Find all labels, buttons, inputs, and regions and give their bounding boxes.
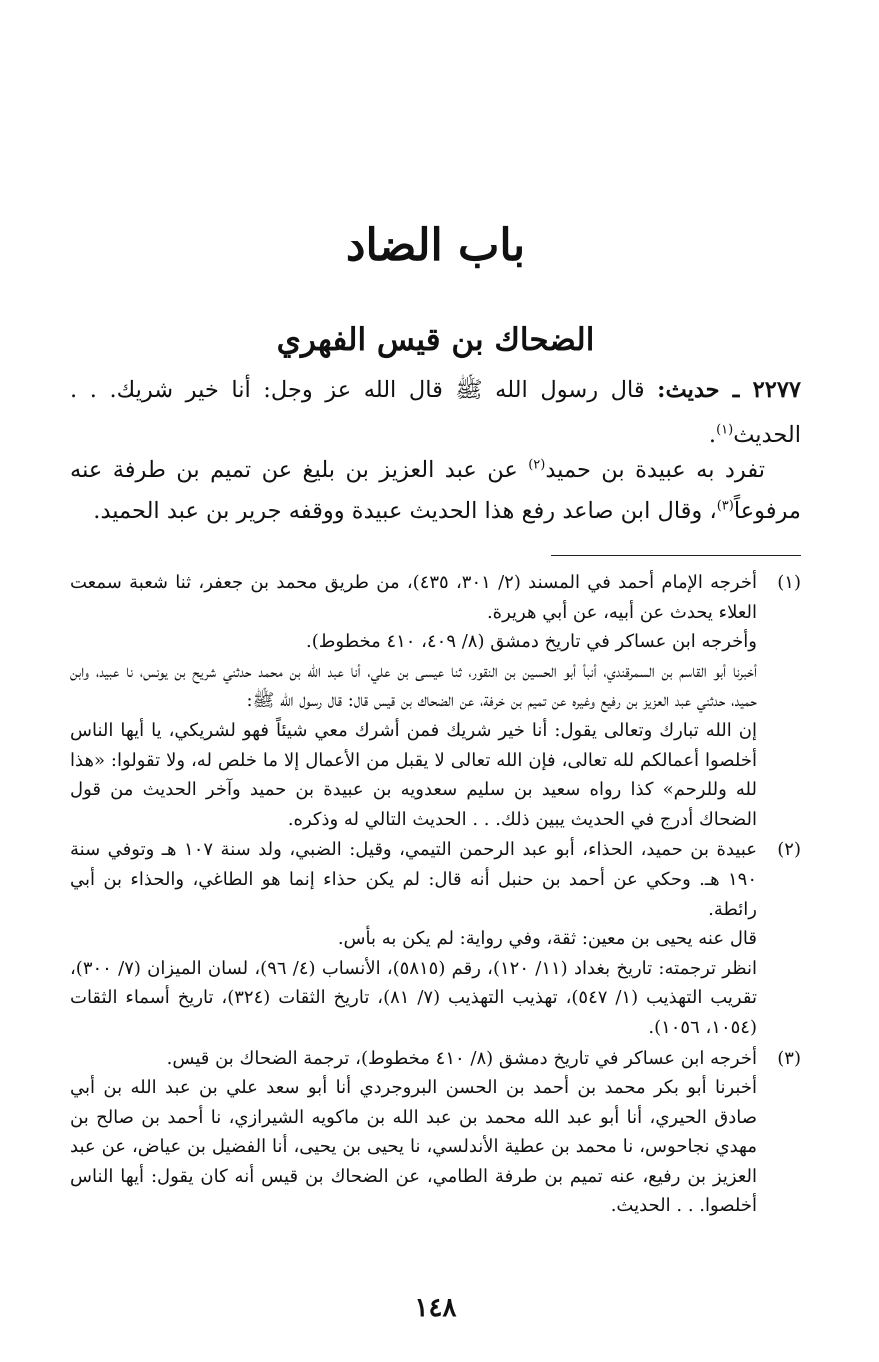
footnote-line: عبيدة بن حميد، الحذاء، أبو عبد الرحمن التيمي، وقيل: الضبي، ولد سنة ١٠٧ هـ وتوفي سنة ١٩٠ هـ. وحكي عن أحمد بن حنبل أنه قال: لم يكن حذاء إنما هو الطاغي، والحذاء بن أبي رائطة. [70, 839, 758, 920]
footnote-line: انظر ترجمته: تاريخ بغداد (١١/ ١٢٠)، رقم (٥٨١٥)، الأنساب (٤/ ٩٦)، لسان الميزان (٧/ ٣٠٠)، تقريب التهذيب (١/ ٥٤٧)، تهذيب التهذيب (٧/ ٨١)، تاريخ الثقات (٣٢٤)، تاريخ أسماء الثقات (١٠٥٤، ١٠٥٦). [70, 957, 758, 1038]
hadith-end: . [708, 422, 717, 448]
footnote-line: أخبرنا أبو بكر محمد بن أحمد بن الحسن البروجردي أنا أبو سعد علي بن عبد الله بن أبي صادق الحيري، أنا أبو عبد الله محمد بن عبد الله بن ماكويه الشيرازي، نا أحمد بن صالح بن مهدي نجاحوس، نا محمد بن عطية الأندلسي، نا يحيى بن يحيى، أنا الفضيل بن عياض، عن عبد العزيز بن رفيع، عنه تميم بن طرفة الطامي، عن الضحاك بن قيس أنه كان يقول: أيها الناس أخلصوا. . . الحديث. [70, 1077, 757, 1217]
footnote-divider [551, 555, 801, 556]
footnote-line: إن الله تبارك وتعالى يقول: أنا خير شريك فمن أشرك معي شيئاً فهو لشريكي، يا أيها الناس أخلصوا أعمالكم لله تعالى، فإن الله تعالى لا يقبل من الأعمال إلا ما خلص له، ولا تقولوا: «هذا لله وللرحم» كذا رواه سعيد بن سليم سعدويه بن عبيدة بن حميد وآخر الحديث من قول الضحاك أدرج في الحديث يبين ذلك. . . الحديث التالي له وذكره. [70, 719, 757, 830]
footnote-line: أخرجه ابن عساكر في تاريخ دمشق (٨/ ٤١٠ مخطوط)، ترجمة الضحاك بن قيس. [166, 1047, 757, 1069]
entry-title: الضحاك بن قيس الفهري [276, 322, 595, 358]
footnote-line: وأخرجه ابن عساكر في تاريخ دمشق (٨/ ٤٠٩، ٤١٠ مخطوط). [306, 631, 757, 653]
hadith-paragraph [70, 368, 801, 458]
commentary-part-2: عن عبد العزيز بن بليغ عن تميم بن طرفة عنه مرفوعاً [70, 457, 801, 524]
footnote-1 [70, 568, 801, 834]
footnote-ref[interactable]: (٢) [528, 457, 546, 473]
footnote-number: (١) [777, 572, 801, 593]
footnote-body [70, 835, 757, 1042]
page-number: ١٤٨ [414, 1293, 457, 1323]
hadith-text: قال رسول الله ﷺ قال الله عز وجل: أنا خير شريك. . . الحديث [70, 377, 801, 448]
book-page [70, 0, 801, 1362]
footnotes [70, 568, 801, 1222]
footnote-number: (٣) [777, 1047, 801, 1069]
footnote-line: أخرجه الإمام أحمد في المسند (٢/ ٣٠١، ٤٣٥)، من طريق محمد بن جعفر، ثنا شعبة سمعت العلاء يحدث عن أبيه، عن أبي هريرة. [70, 572, 757, 623]
footnote-line: قال عنه يحيى بن معين: ثقة، وفي رواية: لم يكن به بأس. [337, 928, 757, 950]
footnote-3 [70, 1044, 801, 1222]
footnote-2 [70, 835, 801, 1042]
commentary-part-1: تفرد به عبيدة بن حميد [545, 457, 765, 483]
footnote-ref[interactable]: (٣) [716, 498, 734, 514]
footnote-body [70, 568, 757, 834]
commentary-part-3: ، وقال ابن صاعد رفع هذا الحديث عبيدة ووقفه جرير بن عبد الحميد. [93, 498, 717, 524]
footnote-body [70, 1044, 757, 1222]
hadith-number-label: ٢٢٧٧ ـ حديث: [657, 377, 802, 403]
footnote-number: (٢) [777, 839, 801, 861]
commentary-paragraph [70, 450, 801, 532]
footnote-line: أخبرنا أبو القاسم بن السمرقندي، أنبأ أبو الحسين بن النقور، ثنا عيسى بن علي، أنا عبد الله بن محمد حدثني شريح بن يونس، نا عبيد، وابن حميد، حدثني عبد العزيز بن رفيع وغيره عن تميم بن خرفة، عن الضحاك بن قيس قال: قال رسول الله ﷺ: [70, 660, 757, 712]
chapter-title: باب الضاد [345, 220, 526, 271]
footnote-ref[interactable]: (١) [716, 422, 734, 438]
